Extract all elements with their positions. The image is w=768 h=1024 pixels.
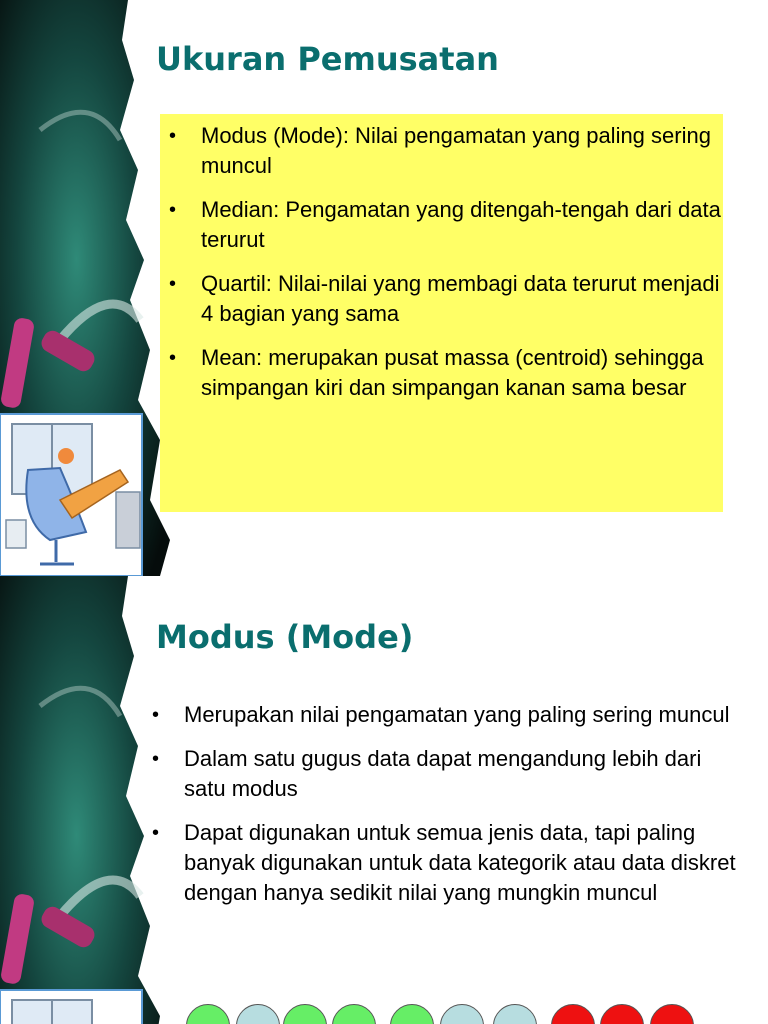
- circle-green: [390, 1004, 434, 1024]
- bullet-list: [169, 121, 721, 417]
- circle-lightblue: [236, 1004, 280, 1024]
- bullet-icon: •: [169, 125, 177, 147]
- slide-modus: [0, 576, 768, 1024]
- bullet-text: Median: Pengamatan yang ditengah-tengah dari data terurut: [201, 197, 721, 252]
- circle-green: [332, 1004, 376, 1024]
- circle-green: [283, 1004, 327, 1024]
- bullet-icon: •: [152, 822, 160, 844]
- bullet-text: Dalam satu gugus data dapat mengandung lebih dari satu modus: [184, 746, 702, 801]
- circle-red: [551, 1004, 595, 1024]
- bullet-icon: •: [169, 273, 177, 295]
- circle-green: [186, 1004, 230, 1024]
- chalkboard-decoration: [0, 0, 170, 576]
- bullet-text: Mean: merupakan pusat massa (centroid) sehingga simpangan kiri dan simpangan kanan sama besar: [201, 345, 704, 400]
- page-title: Modus (Mode): [156, 618, 414, 656]
- list-item: [152, 818, 749, 908]
- bullet-text: Modus (Mode): Nilai pengamatan yang paling sering muncul: [201, 123, 711, 178]
- list-item: [169, 269, 721, 329]
- circle-red: [600, 1004, 644, 1024]
- circle-red: [650, 1004, 694, 1024]
- bullet-list: [152, 700, 749, 922]
- bullet-text: Dapat digunakan untuk semua jenis data, tapi paling banyak digunakan untuk data kategorik atau data diskret dengan hanya sedikit nilai yang mungkin muncul: [184, 820, 736, 905]
- bullet-text: Merupakan nilai pengamatan yang paling sering muncul: [184, 702, 730, 727]
- bullet-icon: •: [152, 704, 160, 726]
- list-item: [169, 195, 721, 255]
- circle-lightblue: [440, 1004, 484, 1024]
- bullet-text: Quartil: Nilai-nilai yang membagi data terurut menjadi 4 bagian yang sama: [201, 271, 720, 326]
- page-title: Ukuran Pemusatan: [156, 40, 499, 78]
- bullet-icon: •: [169, 199, 177, 221]
- bullet-icon: •: [169, 347, 177, 369]
- circle-lightblue: [493, 1004, 537, 1024]
- list-item: [169, 343, 721, 403]
- chalkboard-decoration: [0, 576, 170, 1024]
- bullet-icon: •: [152, 748, 160, 770]
- list-item: [152, 744, 749, 804]
- list-item: [169, 121, 721, 181]
- list-item: [152, 700, 749, 730]
